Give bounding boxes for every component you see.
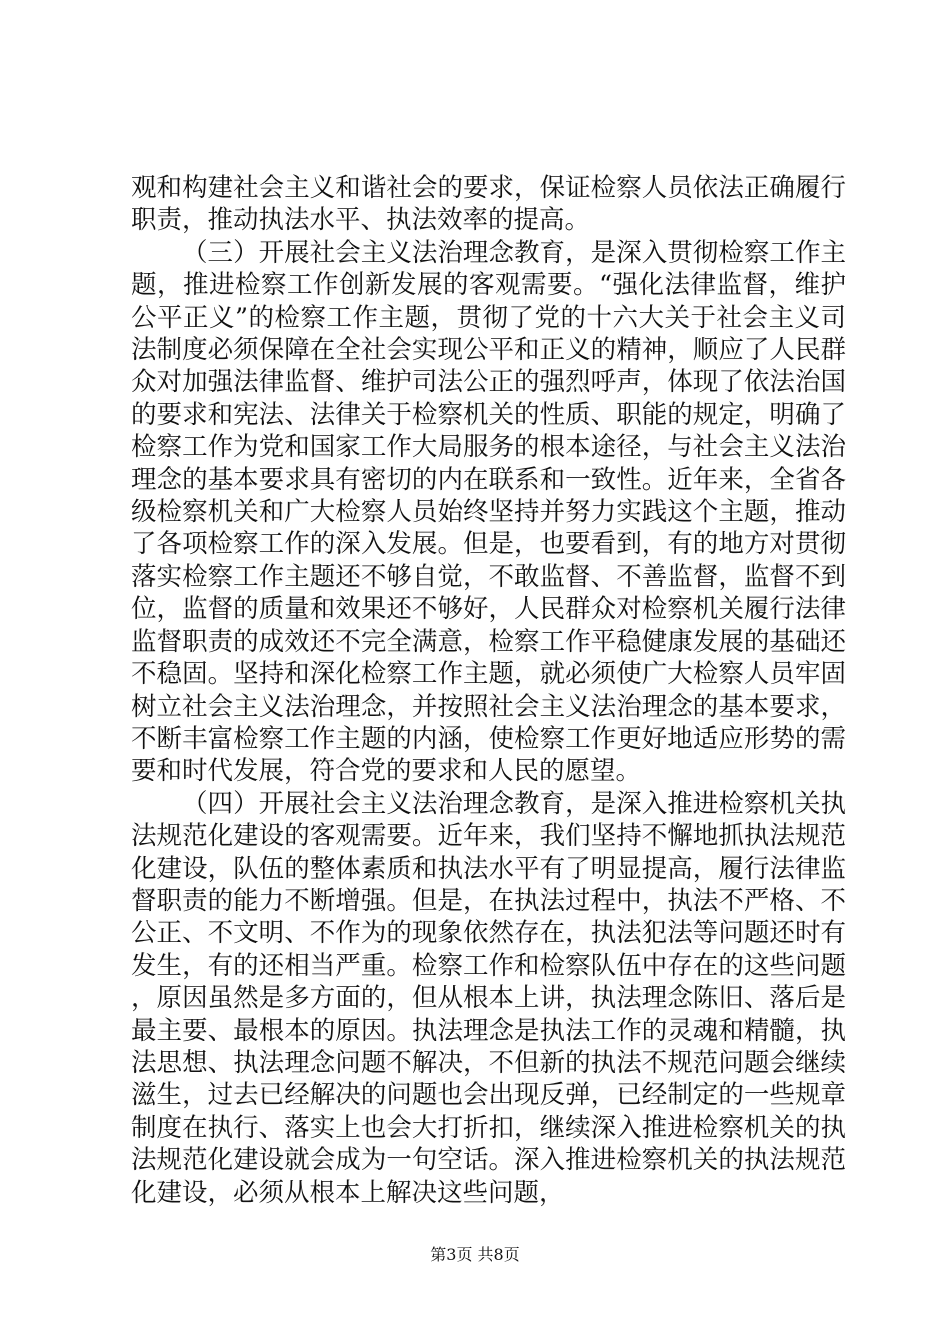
paragraph-3: （四）开展社会主义法治理念教育，是深入推进检察机关执法规范化建设的客观需要。近年来，我们坚持不懈地抓执法规范化建设，队伍的整体素质和执法水平有了明显提高，履行法律监督职责的能力不断增强。但是，在执法过程中，执法不严格、不公正、不文明、不作为的现象依然存在，执法犯法等问题还时有发生，有的还相当严重。检察工作和检察队伍中存在的这些问题，原因虽然是多方面的，但从根本上讲，执法理念陈旧、落后是最主要、最根本的原因。执法理念是执法工作的灵魂和精髓，执法思想、执法理念问题不解决，不但新的执法不规范问题会继续滋生，过去已经解决的问题也会出现反弹，已经制定的一些规章制度在执行、落实上也会大打折扣，继续深入推进检察机关的执法规范化建设就会成为一句空话。深入推进检察机关的执法规范化建设，必须从根本上解决这些问题， bbox=[131, 788, 846, 1208]
page-footer: 第3页 共8页 bbox=[430, 1245, 520, 1264]
paragraph-2: （三）开展社会主义法治理念教育，是深入贯彻检察工作主题，推进检察工作创新发展的客观需要。“强化法律监督，维护公平正义”的检察工作主题，贯彻了党的十六大关于社会主义司法制度必须保障在全社会实现公平和正义的精神，顺应了人民群众对加强法律监督、维护司法公正的强烈呼声，体现了依法治国的要求和宪法、法律关于检察机关的性质、职能的规定，明确了检察工作为党和国家工作大局服务的根本途径，与社会主义法治理念的基本要求具有密切的内在联系和一致性。近年来，全省各级检察机关和广大检察人员始终坚持并努力实践这个主题，推动了各项检察工作的深入发展。但是，也要看到，有的地方对贯彻落实检察工作主题还不够自觉，不敢监督、不善监督，监督不到位，监督的质量和效果还不够好，人民群众对检察机关履行法律监督职责的成效还不完全满意，检察工作平稳健康发展的基础还不稳固。坚持和深化检察工作主题，就必须使广大检察人员牢固树立社会主义法治理念，并按照社会主义法治理念的基本要求，不断丰富检察工作主题的内涵，使检察工作更好地适应形势的需要和时代发展，符合党的要求和人民的愿望。 bbox=[131, 237, 846, 787]
document-body bbox=[131, 172, 846, 1209]
paragraph-1: 观和构建社会主义和谐社会的要求，保证检察人员依法正确履行职责，推动执法水平、执法效率的提高。 bbox=[131, 173, 846, 236]
